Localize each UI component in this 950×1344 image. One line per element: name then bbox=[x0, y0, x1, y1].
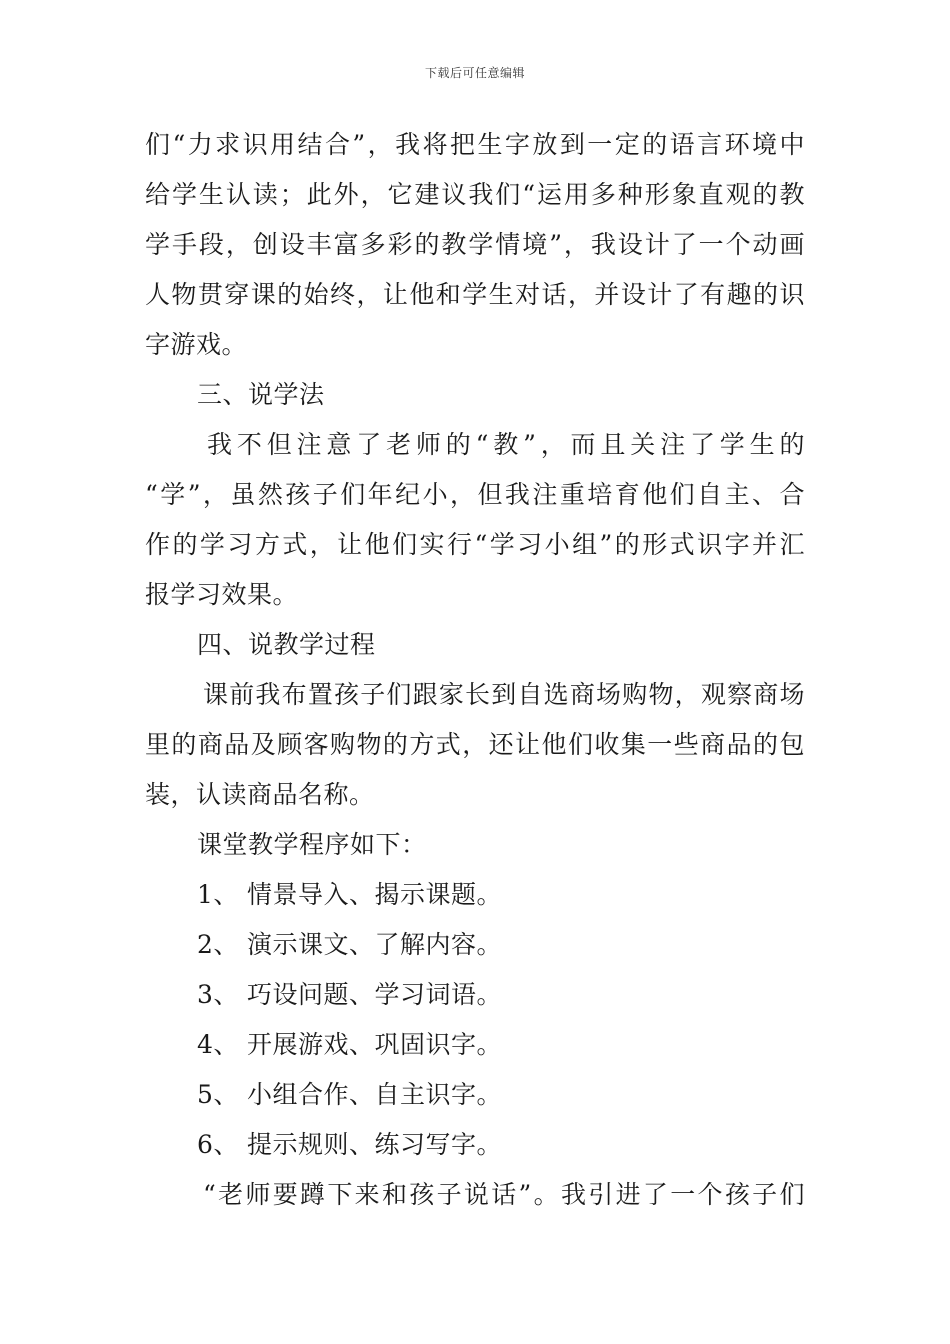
text-line: 人物贯穿课的始终，让他和学生对话，并设计了有趣的识 bbox=[145, 280, 805, 309]
list-number: 2、 bbox=[197, 930, 239, 959]
text-line: 装，认读商品名称。 bbox=[145, 780, 375, 809]
document-body bbox=[145, 120, 805, 1220]
text-line: 给学生认读；此外，它建议我们“运用多种形象直观的教 bbox=[145, 180, 805, 209]
list-number: 5、 bbox=[197, 1080, 239, 1109]
list-number: 1、 bbox=[197, 880, 239, 909]
section-heading: 四、说教学过程 bbox=[197, 630, 376, 659]
list-text: 开展游戏、巩固识字。 bbox=[247, 1030, 503, 1059]
list-text: 情景导入、揭示课题。 bbox=[247, 880, 503, 909]
text-line: 字游戏。 bbox=[145, 330, 248, 359]
list-item bbox=[145, 970, 805, 1020]
text-line: 报学习效果。 bbox=[145, 580, 299, 609]
text-line: 作的学习方式，让他们实行“学习小组”的形式识字并汇 bbox=[145, 530, 805, 559]
list-item bbox=[145, 870, 805, 920]
list-item bbox=[145, 1070, 805, 1120]
text-line: 学手段，创设丰富多彩的教学情境”，我设计了一个动画 bbox=[145, 230, 805, 259]
text-line: 们“力求识用结合”，我将把生字放到一定的语言环境中 bbox=[145, 130, 805, 159]
list-number: 6、 bbox=[197, 1130, 239, 1159]
list-number: 4、 bbox=[197, 1030, 239, 1059]
text-line: 课堂教学程序如下： bbox=[197, 830, 427, 859]
text-line: “老师要蹲下来和孩子说话”。我引进了一个孩子们 bbox=[203, 1180, 805, 1209]
list-text: 巧设问题、学习词语。 bbox=[247, 980, 503, 1009]
list-text: 演示课文、了解内容。 bbox=[247, 930, 503, 959]
text-line: 我不但注意了老师的“教”，而且关注了学生的 bbox=[207, 430, 805, 459]
section-heading: 三、说学法 bbox=[197, 380, 325, 409]
list-item bbox=[145, 1020, 805, 1070]
page-header: 下载后可任意编辑 bbox=[424, 66, 525, 80]
text-line: “学”，虽然孩子们年纪小，但我注重培育他们自主、合 bbox=[145, 480, 805, 509]
text-line: 课前我布置孩子们跟家长到自选商场购物，观察商场 bbox=[203, 680, 805, 709]
list-text: 小组合作、自主识字。 bbox=[247, 1080, 503, 1109]
list-item bbox=[145, 1120, 805, 1170]
list-item bbox=[145, 920, 805, 970]
list-number: 3、 bbox=[197, 980, 239, 1009]
text-line: 里的商品及顾客购物的方式，还让他们收集一些商品的包 bbox=[145, 730, 805, 759]
list-text: 提示规则、练习写字。 bbox=[247, 1130, 503, 1159]
